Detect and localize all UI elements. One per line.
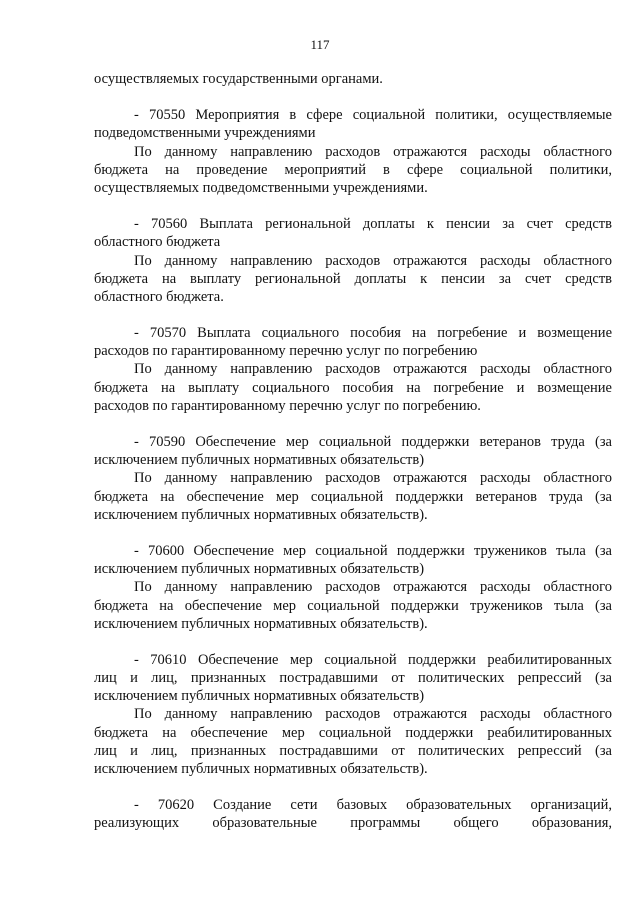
section-heading-line: реализующих образовательные программы общего образования, — [94, 815, 612, 832]
section-body-line: По данному направлению расходов отражаются расходы областного — [134, 706, 612, 723]
paragraph-gap — [94, 633, 612, 651]
paragraph-gap — [94, 778, 612, 796]
section-heading-line: исключением публичных нормативных обязательств) — [94, 561, 425, 578]
section-body-line: По данному направлению расходов отражаются расходы областного — [134, 252, 612, 269]
section-70610 — [94, 651, 612, 778]
section-70590 — [94, 433, 612, 524]
section-body-line: По данному направлению расходов отражаются расходы областного — [134, 579, 612, 596]
section-body-line: расходов по гарантированному перечню услуг по погребению. — [94, 397, 481, 414]
section-body-line: осуществляемых подведомственными учреждениями. — [94, 179, 428, 196]
section-70560 — [94, 215, 612, 306]
section-70620 — [94, 796, 612, 832]
section-body-line: По данному направлению расходов отражаются расходы областного — [134, 470, 612, 487]
section-heading-line: исключением публичных нормативных обязательств) — [94, 688, 425, 705]
paragraph-gap — [94, 524, 612, 542]
section-heading-line: - 70610 Обеспечение мер социальной поддержки реабилитированных — [134, 651, 612, 668]
section-body-line: исключением публичных нормативных обязательств). — [94, 615, 428, 632]
section-heading-line: - 70560 Выплата региональной доплаты к пенсии за счет средств — [134, 216, 612, 233]
section-heading-line: исключением публичных нормативных обязательств) — [94, 452, 425, 469]
paragraph-gap — [94, 306, 612, 324]
section-70600 — [94, 542, 612, 633]
section-body-line: бюджета на выплату региональной доплаты к пенсии за счет средств — [94, 270, 612, 287]
page-number: 117 — [310, 37, 330, 52]
section-body-line: бюджета на обеспечение мер социальной поддержки тружеников тыла (за — [94, 597, 612, 614]
paragraph-gap — [94, 197, 612, 215]
section-heading-line: - 70590 Обеспечение мер социальной поддержки ветеранов труда (за — [134, 434, 612, 450]
section-heading-line: расходов по гарантированному перечню услуг по погребению — [94, 343, 478, 360]
section-heading-line: - 70620 Создание сети базовых образовательных организаций, — [134, 797, 612, 814]
paragraph-gap — [94, 415, 612, 433]
section-body-line: бюджета на проведение мероприятий в сфере социальной политики, — [94, 161, 612, 178]
section-body-line: бюджета на обеспечение мер социальной поддержки реабилитированных — [94, 724, 612, 741]
section-body-line: бюджета на выплату социального пособия на погребение и возмещение — [94, 379, 612, 396]
section-body-line: областного бюджета. — [94, 288, 224, 305]
section-body-line: По данному направлению расходов отражаются расходы областного — [134, 361, 612, 378]
section-body-line: исключением публичных нормативных обязательств). — [94, 761, 428, 777]
section-70570 — [94, 324, 612, 415]
section-heading-line: областного бюджета — [94, 234, 221, 251]
section-body-line: По данному направлению расходов отражаются расходы областного — [134, 143, 612, 160]
section-body-line: лиц и лиц, признанных пострадавшими от политических репрессий (за — [94, 742, 612, 759]
document-body — [94, 70, 612, 833]
section-heading-line: - 70550 Мероприятия в сфере социальной политики, осуществляемые — [134, 107, 612, 124]
lead-line: осуществляемых государственными органами. — [94, 71, 383, 87]
section-heading-line: лиц и лиц, признанных пострадавшими от политических репрессий (за — [94, 670, 612, 687]
section-heading-line: подведомственными учреждениями — [94, 125, 316, 142]
section-heading-line: - 70570 Выплата социального пособия на погребение и возмещение — [134, 325, 612, 342]
section-body-line: бюджета на обеспечение мер социальной поддержки ветеранов труда (за — [94, 488, 612, 505]
section-body-line: исключением публичных нормативных обязательств). — [94, 506, 428, 523]
section-heading-line: - 70600 Обеспечение мер социальной поддержки тружеников тыла (за — [134, 542, 612, 559]
section-70550 — [94, 106, 612, 197]
paragraph-gap — [94, 88, 612, 106]
